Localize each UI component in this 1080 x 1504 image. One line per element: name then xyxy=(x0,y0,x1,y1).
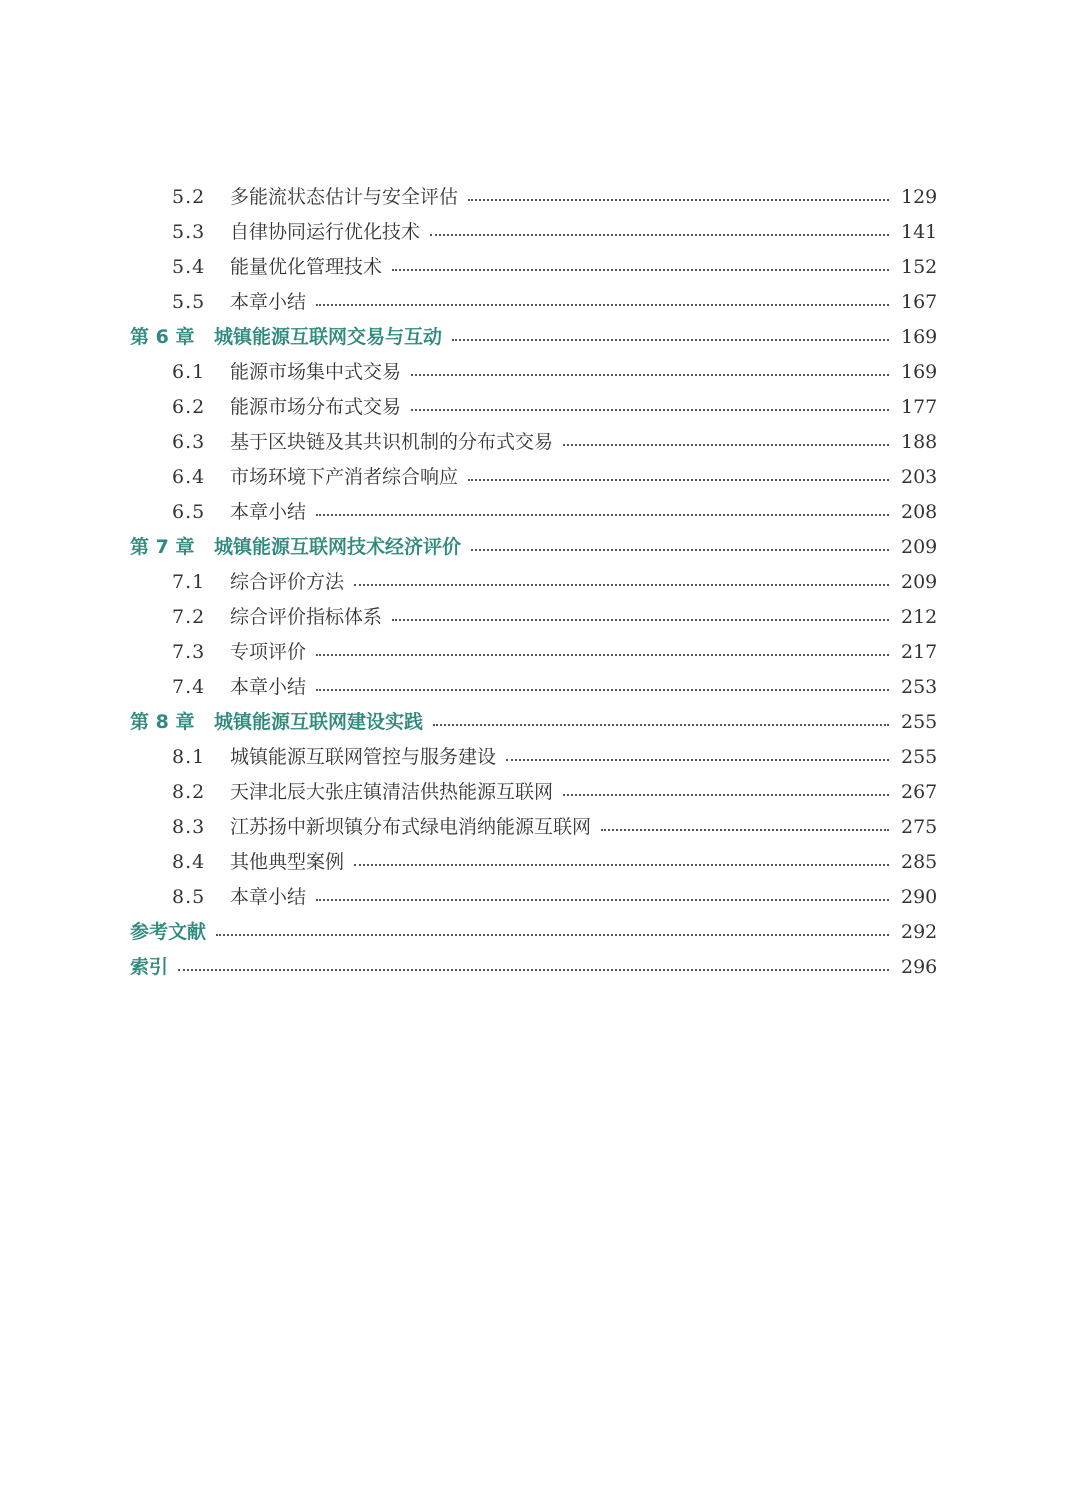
toc-page-number: 152 xyxy=(901,256,938,278)
toc-number: 5.5 xyxy=(172,291,206,313)
toc-section-row[interactable] xyxy=(130,425,938,460)
toc-page-number: 208 xyxy=(901,501,938,523)
toc-number: 7.4 xyxy=(172,676,206,698)
dot-leader xyxy=(316,653,889,656)
toc-title: 本章小结 xyxy=(230,501,307,523)
toc-title: 自律协同运行优化技术 xyxy=(230,221,421,243)
toc-section-row[interactable] xyxy=(130,355,938,390)
toc-title: 城镇能源互联网建设实践 xyxy=(214,711,424,733)
toc-title: 综合评价方法 xyxy=(230,571,345,593)
toc-title: 本章小结 xyxy=(230,676,307,698)
toc-page-number: 169 xyxy=(901,361,938,383)
toc-title: 本章小结 xyxy=(230,886,307,908)
toc-number: 8.3 xyxy=(172,816,206,838)
toc-number: 第 6 章 xyxy=(130,326,195,348)
toc-page-number: 290 xyxy=(901,886,938,908)
table-of-contents xyxy=(130,180,938,985)
dot-leader xyxy=(468,478,889,481)
toc-number: 7.3 xyxy=(172,641,206,663)
toc-page-number: 129 xyxy=(901,186,938,208)
dot-leader xyxy=(468,198,889,201)
toc-page-number: 167 xyxy=(901,291,938,313)
toc-page-number: 253 xyxy=(901,676,938,698)
dot-leader xyxy=(471,548,889,551)
toc-number: 8.4 xyxy=(172,851,206,873)
toc-number: 6.5 xyxy=(172,501,206,523)
toc-section-row[interactable] xyxy=(130,600,938,635)
dot-leader xyxy=(316,303,889,306)
toc-page-number: 217 xyxy=(901,641,938,663)
toc-number: 6.2 xyxy=(172,396,206,418)
toc-page-number: 169 xyxy=(901,326,938,348)
toc-page-number: 255 xyxy=(901,711,938,733)
dot-leader xyxy=(392,618,889,621)
toc-section-row[interactable] xyxy=(130,635,938,670)
dot-leader xyxy=(452,338,889,341)
toc-number: 5.3 xyxy=(172,221,206,243)
toc-entry-row[interactable] xyxy=(130,915,938,950)
toc-page-number: 296 xyxy=(901,956,938,978)
toc-section-row[interactable] xyxy=(130,740,938,775)
toc-title: 城镇能源互联网交易与互动 xyxy=(214,326,443,348)
toc-section-row[interactable] xyxy=(130,775,938,810)
toc-title: 索引 xyxy=(130,956,169,978)
toc-section-row[interactable] xyxy=(130,810,938,845)
toc-section-row[interactable] xyxy=(130,215,938,250)
dot-leader xyxy=(430,233,889,236)
toc-title: 市场环境下产消者综合响应 xyxy=(230,466,459,488)
toc-section-row[interactable] xyxy=(130,460,938,495)
toc-title: 能源市场集中式交易 xyxy=(230,361,402,383)
toc-chapter-row[interactable] xyxy=(130,320,938,355)
dot-leader xyxy=(563,793,889,796)
toc-page-number: 209 xyxy=(901,536,938,558)
dot-leader xyxy=(411,408,889,411)
toc-page-number: 141 xyxy=(901,221,938,243)
toc-page-number: 255 xyxy=(901,746,938,768)
toc-number: 5.4 xyxy=(172,256,206,278)
toc-page-number: 285 xyxy=(901,851,938,873)
toc-section-row[interactable] xyxy=(130,670,938,705)
toc-section-row[interactable] xyxy=(130,495,938,530)
toc-section-row[interactable] xyxy=(130,285,938,320)
toc-number: 7.1 xyxy=(172,571,206,593)
toc-number: 7.2 xyxy=(172,606,206,628)
toc-number: 6.4 xyxy=(172,466,206,488)
toc-number: 第 8 章 xyxy=(130,711,195,733)
toc-title: 其他典型案例 xyxy=(230,851,345,873)
toc-page-number: 292 xyxy=(901,921,938,943)
toc-number: 8.2 xyxy=(172,781,206,803)
toc-number: 第 7 章 xyxy=(130,536,195,558)
toc-title: 基于区块链及其共识机制的分布式交易 xyxy=(230,431,554,453)
dot-leader xyxy=(506,758,889,761)
dot-leader xyxy=(178,968,889,971)
dot-leader xyxy=(316,513,889,516)
toc-number: 8.1 xyxy=(172,746,206,768)
dot-leader xyxy=(411,373,889,376)
dot-leader xyxy=(601,828,889,831)
toc-section-row[interactable] xyxy=(130,250,938,285)
toc-title: 综合评价指标体系 xyxy=(230,606,383,628)
toc-section-row[interactable] xyxy=(130,180,938,215)
toc-section-row[interactable] xyxy=(130,880,938,915)
dot-leader xyxy=(316,898,889,901)
toc-title: 多能流状态估计与安全评估 xyxy=(230,186,459,208)
dot-leader xyxy=(354,863,889,866)
toc-section-row[interactable] xyxy=(130,565,938,600)
toc-page-number: 275 xyxy=(901,816,938,838)
toc-title: 能量优化管理技术 xyxy=(230,256,383,278)
toc-title: 江苏扬中新坝镇分布式绿电消纳能源互联网 xyxy=(230,816,592,838)
toc-title: 城镇能源互联网技术经济评价 xyxy=(214,536,462,558)
dot-leader xyxy=(216,933,889,936)
toc-page-number: 203 xyxy=(901,466,938,488)
toc-number: 8.5 xyxy=(172,886,206,908)
toc-title: 天津北辰大张庄镇清洁供热能源互联网 xyxy=(230,781,554,803)
toc-section-row[interactable] xyxy=(130,390,938,425)
toc-title: 参考文献 xyxy=(130,921,207,943)
toc-title: 本章小结 xyxy=(230,291,307,313)
dot-leader xyxy=(433,723,889,726)
dot-leader xyxy=(354,583,889,586)
toc-chapter-row[interactable] xyxy=(130,705,938,740)
toc-page-number: 177 xyxy=(901,396,938,418)
toc-title: 专项评价 xyxy=(230,641,307,663)
toc-page-number: 212 xyxy=(901,606,938,628)
toc-section-row[interactable] xyxy=(130,845,938,880)
dot-leader xyxy=(316,688,889,691)
toc-number: 6.1 xyxy=(172,361,206,383)
toc-title: 能源市场分布式交易 xyxy=(230,396,402,418)
toc-number: 6.3 xyxy=(172,431,206,453)
dot-leader xyxy=(563,443,889,446)
dot-leader xyxy=(392,268,889,271)
toc-page-number: 188 xyxy=(901,431,938,453)
toc-number: 5.2 xyxy=(172,186,206,208)
toc-entry-row[interactable] xyxy=(130,950,938,985)
toc-chapter-row[interactable] xyxy=(130,530,938,565)
toc-title: 城镇能源互联网管控与服务建设 xyxy=(230,746,497,768)
toc-page-number: 267 xyxy=(901,781,938,803)
toc-page-number: 209 xyxy=(901,571,938,593)
